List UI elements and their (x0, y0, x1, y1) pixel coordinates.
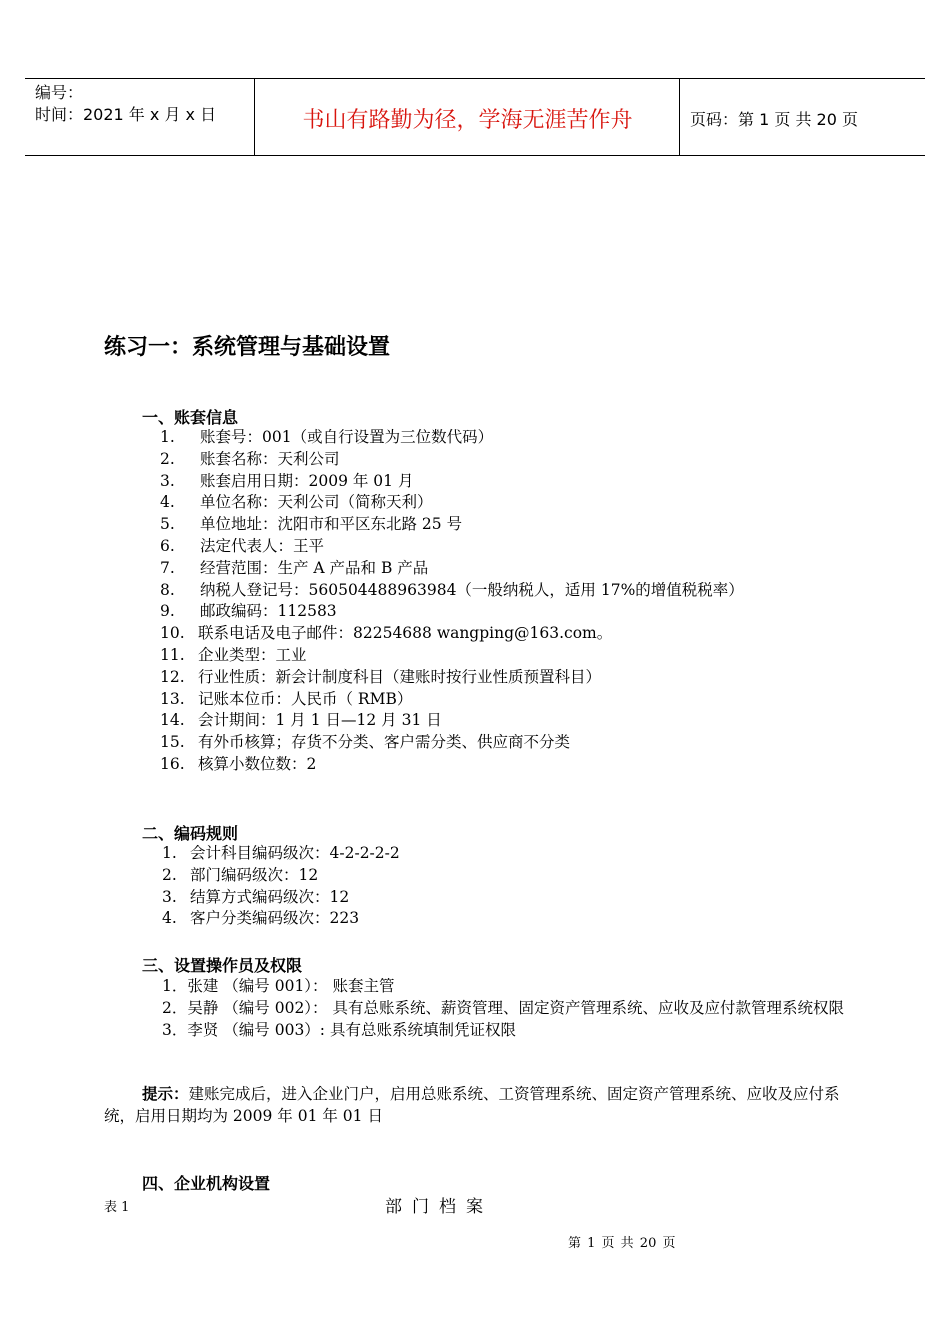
list-item (160, 492, 744, 514)
header-bottom-rule (25, 155, 925, 156)
item-number: 3. (160, 471, 175, 490)
item-number: 16. (160, 754, 185, 773)
list-item (162, 887, 400, 909)
header-top-rule (25, 78, 925, 79)
item-text: 会计科目编码级次：4-2-2-2-2 (190, 844, 400, 862)
section-title-coding-rules: 二、编码规则 (142, 824, 239, 843)
item-number: 7. (160, 558, 175, 577)
item-number: 4. (160, 493, 175, 512)
item-text: 法定代表人：王平 (200, 536, 325, 555)
list-item (160, 645, 744, 667)
item-text: 经营范围：生产 A 产品和 B 产品 (200, 558, 429, 577)
item-text: 邮政编码：112583 (200, 602, 337, 621)
item-text: 部门编码级次：12 (190, 865, 319, 884)
item-number: 4. (162, 909, 177, 928)
list-item (160, 710, 744, 732)
list-item (162, 865, 400, 887)
list-item (160, 580, 744, 602)
list-item (160, 754, 744, 776)
header-page-info: 页码：第 1 页 共 20 页 (690, 110, 858, 129)
item-number: 1. (162, 844, 177, 862)
list-item (160, 536, 744, 558)
item-number: 3. (162, 887, 177, 906)
item-text: 账套启用日期：2009 年 01 月 (200, 471, 414, 490)
item-text: 单位地址：沈阳市和平区东北路 25 号 (200, 515, 463, 534)
item-number: 5. (160, 515, 175, 534)
list-item (160, 667, 744, 689)
list-item (160, 732, 744, 754)
item-text: 会计期间：1 月 1 日—12 月 31 日 (198, 711, 442, 730)
document-number-label: 编号： (35, 83, 84, 102)
operator-line-2: 2．吴静 （编号 002）： 具有总账系统、薪资管理、固定资产管理系统、应收及应付款管理系统权限 (162, 999, 844, 1017)
operator-line-3: 3．李贤 （编号 003）: 具有总账系统填制凭证权限 (162, 1021, 516, 1039)
tip-label: 提示： (142, 1085, 189, 1103)
item-text: 客户分类编码级次：223 (190, 909, 360, 928)
list-item (160, 689, 744, 711)
coding-rules-list (162, 843, 400, 930)
item-number: 13. (160, 689, 185, 708)
item-text: 记账本位币：人民币（ RMB） (198, 689, 413, 708)
item-number: 11. (160, 645, 185, 664)
page-title: 练习一：系统管理与基础设置 (104, 335, 391, 360)
item-number: 6. (160, 536, 175, 555)
item-number: 2. (160, 449, 175, 468)
item-text: 核算小数位数：2 (198, 754, 317, 773)
table-caption: 部门档案 (385, 1197, 493, 1217)
header-meta (35, 82, 216, 126)
list-item (160, 471, 744, 493)
table-label: 表 1 (104, 1200, 130, 1215)
list-item (160, 623, 744, 645)
document-time: 时间：2021 年 x 月 x 日 (35, 105, 217, 124)
item-number: 2. (162, 865, 177, 884)
list-item (160, 558, 744, 580)
item-text: 纳税人登记号：560504488963984（一般纳税人，适用 17%的增值税税率） (200, 580, 744, 599)
section-title-account-info: 一、账套信息 (142, 408, 239, 427)
section-title-operators: 三、设置操作员及权限 (142, 956, 303, 975)
item-text: 行业性质：新会计制度科目（建账时按行业性质预置科目） (198, 667, 602, 686)
item-text: 联系电话及电子邮件：82254688 wangping@163.com。 (198, 624, 613, 643)
header-motto: 书山有路勤为径，学海无涯苦作舟 (302, 108, 633, 133)
item-number: 12. (160, 667, 185, 686)
item-text: 账套号：001（或自行设置为三位数代码） (200, 428, 494, 446)
list-item (160, 427, 744, 449)
section-title-org-structure: 四、企业机构设置 (142, 1174, 271, 1193)
list-item (160, 449, 744, 471)
page-footer: 第 1 页 共 20 页 (568, 1236, 676, 1251)
list-item (162, 908, 400, 930)
header-divider-left (254, 78, 255, 156)
list-item (160, 601, 744, 623)
list-item (160, 514, 744, 536)
item-text: 有外币核算；存货不分类、客户需分类、供应商不分类 (198, 733, 571, 752)
header-divider-right (679, 78, 680, 156)
tip-text: 建账完成后，进入企业门户，启用总账系统、工资管理系统、固定资产管理系统、应收及应付系统，启用日期均为 2009 年 01 年 01 日 (104, 1085, 840, 1125)
operators-block (104, 975, 864, 1041)
item-number: 9. (160, 602, 175, 621)
item-text: 企业类型：工业 (198, 645, 307, 664)
list-item (162, 843, 400, 865)
tip-paragraph (104, 1083, 864, 1127)
item-text: 结算方式编码级次：12 (190, 887, 350, 906)
item-number: 1. (160, 428, 175, 446)
item-text: 账套名称：天利公司 (200, 449, 340, 468)
item-number: 15. (160, 733, 185, 752)
item-number: 10. (160, 624, 185, 643)
item-text: 单位名称：天利公司（简称天利） (200, 493, 433, 512)
account-info-list (160, 427, 744, 776)
item-number: 14. (160, 711, 185, 730)
operator-line-1: 1．张建 （编号 001）： 账套主管 (162, 977, 395, 995)
item-number: 8. (160, 580, 175, 599)
